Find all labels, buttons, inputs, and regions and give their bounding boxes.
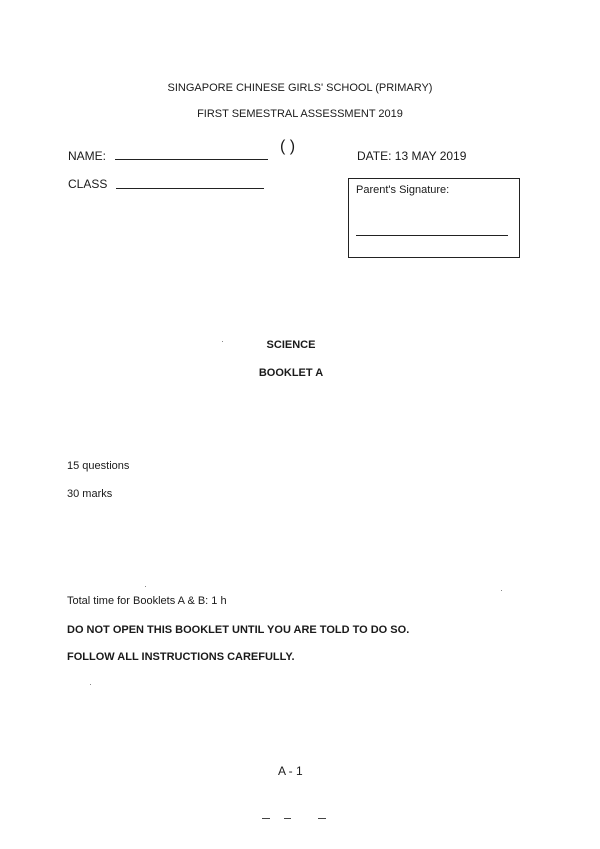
parent-signature-line[interactable]	[356, 235, 508, 236]
question-count: 15 questions	[67, 460, 130, 472]
page-number: A - 1	[278, 764, 303, 778]
class-field-line[interactable]	[116, 188, 264, 189]
marks-count: 30 marks	[67, 488, 113, 500]
scan-speck	[145, 586, 146, 587]
assessment-title: FIRST SEMESTRAL ASSESSMENT 2019	[197, 108, 403, 120]
class-label: CLASS	[68, 177, 108, 191]
parent-signature-box	[348, 178, 520, 258]
parent-signature-label: Parent's Signature:	[356, 184, 450, 196]
scan-dash	[262, 818, 270, 819]
do-not-open-warning: DO NOT OPEN THIS BOOKLET UNTIL YOU ARE TOLD TO DO SO.	[67, 624, 410, 636]
school-name: SINGAPORE CHINESE GIRLS' SCHOOL (PRIMARY)	[167, 82, 433, 94]
subject-title: SCIENCE	[266, 339, 316, 351]
follow-instructions-warning: FOLLOW ALL INSTRUCTIONS CAREFULLY.	[67, 651, 295, 663]
name-label: NAME:	[68, 149, 107, 163]
register-number-brackets: ( )	[280, 138, 296, 155]
name-field-line[interactable]	[115, 159, 268, 160]
scan-dash	[318, 818, 326, 819]
date-text: DATE: 13 MAY 2019	[357, 149, 467, 163]
scan-dash	[284, 818, 291, 819]
scan-speck	[501, 590, 502, 591]
scan-speck	[90, 684, 91, 685]
total-time: Total time for Booklets A & B: 1 h	[67, 595, 227, 607]
scan-speck	[222, 341, 223, 342]
booklet-title: BOOKLET A	[258, 367, 324, 379]
